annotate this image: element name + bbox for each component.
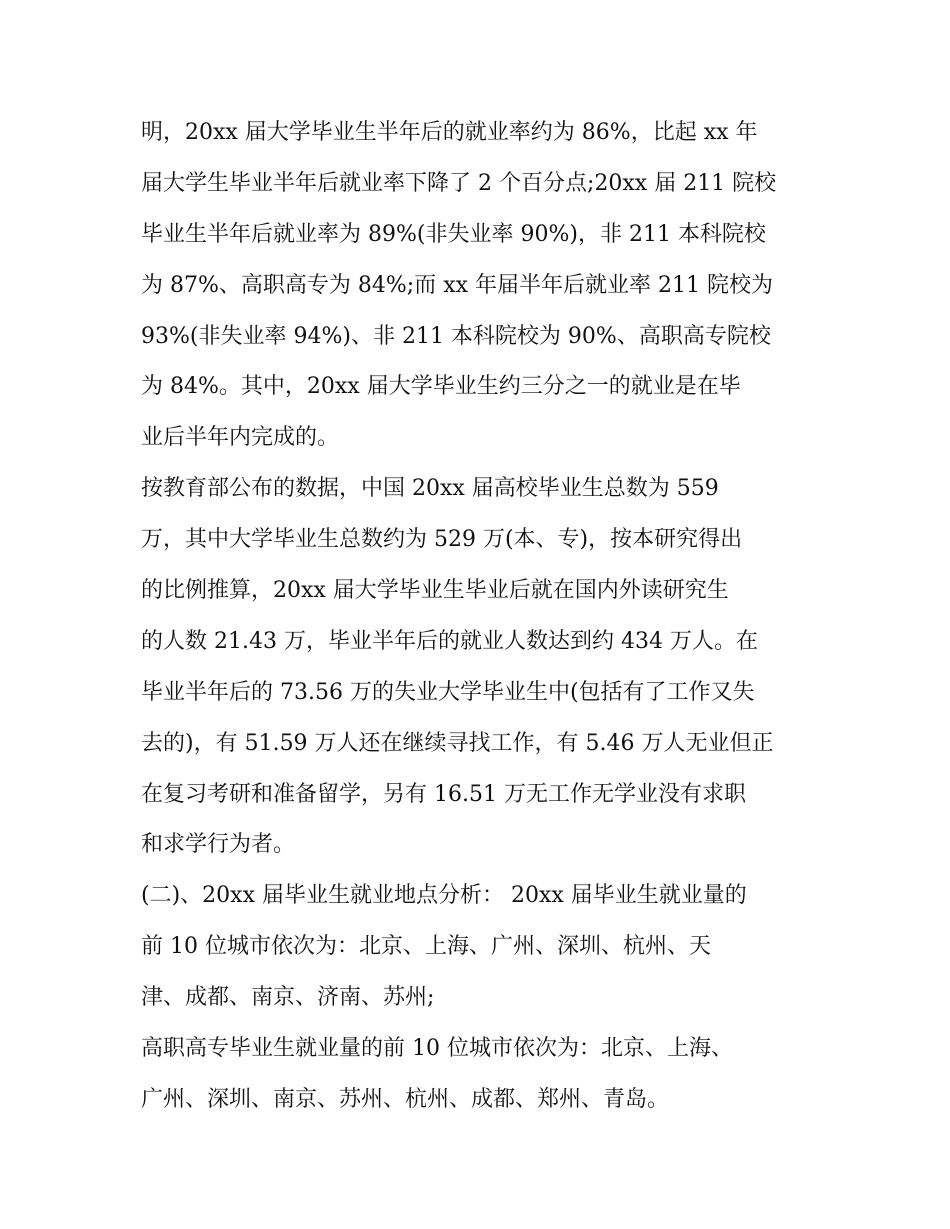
text-line: 津、成都、南京、济南、苏州; <box>141 985 435 1011</box>
document-body <box>141 108 821 1126</box>
text-line: 毕业半年后的 73.56 万的失业大学毕业生中(包括有了工作又失 <box>141 679 755 705</box>
text-line: 万，其中大学毕业生总数约为 529 万(本、专)，按本研究得出 <box>141 527 743 553</box>
text-line: (二)、20xx 届毕业生就业地点分析： 20xx 届毕业生就业量的 <box>141 883 747 909</box>
text-line: 为 87%、高职高专为 84%;而 xx 年届半年后就业率 211 院校为 <box>141 272 773 298</box>
text-line: 届大学生毕业半年后就业率下降了 2 个百分点;20xx 届 211 院校 <box>141 170 777 196</box>
text-line: 业后半年内完成的。 <box>141 425 340 451</box>
text-line: 的人数 21.43 万，毕业半年后的就业人数达到约 434 万人。在 <box>141 628 758 654</box>
text-line: 93%(非失业率 94%)、非 211 本科院校为 90%、高职高专院校 <box>141 323 771 349</box>
text-line: 和求学行为者。 <box>141 832 296 858</box>
text-line: 为 84%。其中，20xx 届大学毕业生约三分之一的就业是在毕 <box>141 374 741 400</box>
text-line: 去的)，有 51.59 万人还在继续寻找工作，有 5.46 万人无业但正 <box>141 730 774 756</box>
text-line: 广州、深圳、南京、苏州、杭州、成都、郑州、青岛。 <box>141 1086 670 1112</box>
text-line: 按教育部公布的数据，中国 20xx 届高校毕业生总数为 559 <box>141 476 719 502</box>
text-line: 高职高专毕业生就业量的前 10 位城市依次为：北京、上海、 <box>141 1036 733 1062</box>
text-line: 毕业生半年后就业率为 89%(非失业率 90%)，非 211 本科院校 <box>141 221 766 247</box>
text-line: 在复习考研和准备留学，另有 16.51 万无工作无学业没有求职 <box>141 781 746 807</box>
text-line: 的比例推算，20xx 届大学毕业生毕业后就在国内外读研究生 <box>141 578 729 604</box>
text-line: 前 10 位城市依次为：北京、上海、广州、深圳、杭州、天 <box>141 934 711 960</box>
text-line: 明，20xx 届大学毕业生半年后的就业率约为 86%，比起 xx 年 <box>141 120 758 145</box>
